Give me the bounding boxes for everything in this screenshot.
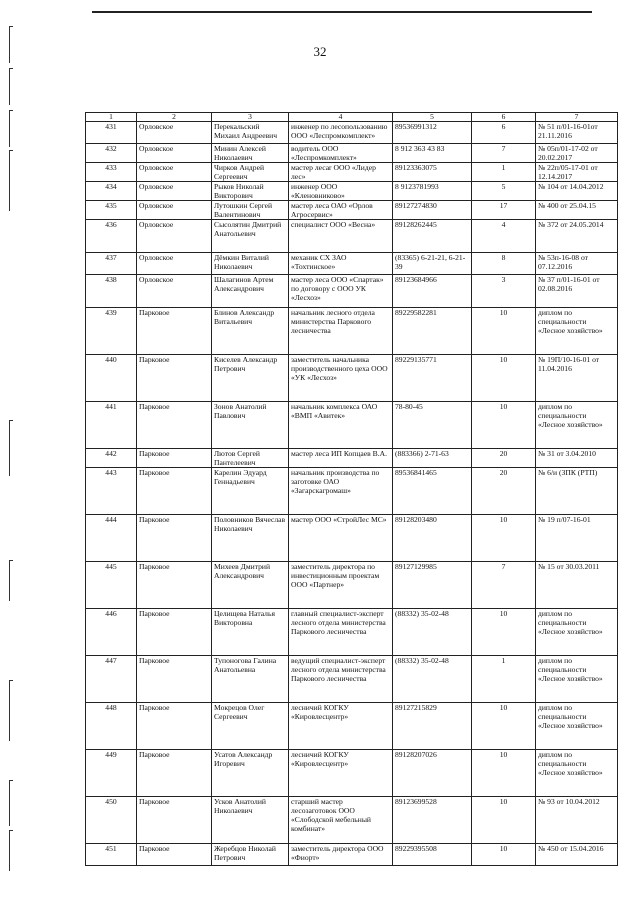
cell-experience: 5 (472, 182, 536, 201)
cell-position: главный специалист-эксперт лесного отдела министерства Паркового лесничества (289, 609, 393, 656)
cell-number: 434 (86, 182, 137, 201)
cell-district: Парковое (137, 468, 212, 515)
cell-name: Усков Анатолий Николаевич (212, 797, 289, 844)
cell-experience: 10 (472, 515, 536, 562)
table-row (86, 609, 618, 656)
cell-name: Лютов Сергей Пантелеевич (212, 449, 289, 468)
cell-position: начальник лесного отдела министерства Паркового лесничества (289, 308, 393, 355)
table-row (86, 797, 618, 844)
cell-phone: 89123363075 (393, 163, 472, 182)
column-header: 5 (393, 113, 472, 122)
cell-phone: 89127274830 (393, 201, 472, 220)
table-row (86, 308, 618, 355)
cell-phone: 89536991312 (393, 122, 472, 144)
cell-phone: 89123699528 (393, 797, 472, 844)
table-row (86, 449, 618, 468)
table-row (86, 220, 618, 253)
cell-position: механик СХ ЗАО «Тохтинское» (289, 253, 393, 275)
cell-name: Перекальский Михаил Андреевич (212, 122, 289, 144)
cell-district: Парковое (137, 656, 212, 703)
cell-document: № 51 п/01-16-01от 21.11.2016 (536, 122, 618, 144)
cell-name: Лутошкин Сергей Валентинович (212, 201, 289, 220)
cell-position: лесничий КОГКУ «Кировлесцентр» (289, 750, 393, 797)
cell-document: диплом по специальности «Лесное хозяйство» (536, 402, 618, 449)
cell-district: Парковое (137, 402, 212, 449)
cell-experience: 10 (472, 750, 536, 797)
table-row (86, 750, 618, 797)
cell-number: 440 (86, 355, 137, 402)
cell-experience: 1 (472, 656, 536, 703)
cell-name: Минин Алексей Николаевич (212, 144, 289, 163)
cell-number: 439 (86, 308, 137, 355)
cell-number: 450 (86, 797, 137, 844)
cell-district: Парковое (137, 609, 212, 656)
cell-district: Парковое (137, 308, 212, 355)
cell-phone: 89128203480 (393, 515, 472, 562)
cell-position: ведущий специалист-эксперт лесного отдела министерства Паркового лесничества (289, 656, 393, 703)
cell-name: Мокрецов Олег Сергеевич (212, 703, 289, 750)
cell-experience: 10 (472, 308, 536, 355)
registry-table (85, 112, 618, 866)
cell-number: 449 (86, 750, 137, 797)
cell-experience: 1 (472, 163, 536, 182)
cell-document: диплом по специальности «Лесное хозяйство» (536, 308, 618, 355)
cell-phone: 89123684966 (393, 275, 472, 308)
cell-experience: 10 (472, 402, 536, 449)
cell-document: № 53п-16-08 от 07.12.2016 (536, 253, 618, 275)
cell-position: мастер лесаr ООО «Лидер лес» (289, 163, 393, 182)
cell-district: Парковое (137, 449, 212, 468)
cell-position: специалист ООО «Весна» (289, 220, 393, 253)
column-header: 1 (86, 113, 137, 122)
table-row (86, 703, 618, 750)
cell-phone: 89229395508 (393, 844, 472, 866)
cell-document: № 372 от 24.05.2014 (536, 220, 618, 253)
table-row (86, 402, 618, 449)
cell-document: № 37 п/01-16-01 от 02.08.2016 (536, 275, 618, 308)
cell-number: 432 (86, 144, 137, 163)
cell-document: диплом по специальности «Лесное хозяйство» (536, 703, 618, 750)
cell-position: старший мастер лесозаготовок ООО «Слободской мебельный комбинат» (289, 797, 393, 844)
cell-document: № 104 от 14.04.2012 (536, 182, 618, 201)
table-header-row (86, 113, 618, 122)
cell-number: 437 (86, 253, 137, 275)
cell-district: Парковое (137, 515, 212, 562)
cell-district: Орловское (137, 182, 212, 201)
table-row (86, 656, 618, 703)
cell-position: мастер ООО «СтройЛес МС» (289, 515, 393, 562)
cell-district: Парковое (137, 797, 212, 844)
table-row (86, 355, 618, 402)
cell-position: лесничий КОГКУ «Кировлесцентр» (289, 703, 393, 750)
cell-phone: (88332) 35-02-48 (393, 656, 472, 703)
cell-experience: 10 (472, 844, 536, 866)
cell-experience: 17 (472, 201, 536, 220)
cell-document: № 31 от 3.04.2010 (536, 449, 618, 468)
cell-phone: (83365) 6-21-21, 6-21-39 (393, 253, 472, 275)
cell-document: № 15 от 30.03.2011 (536, 562, 618, 609)
binding-marks (0, 0, 20, 905)
cell-number: 442 (86, 449, 137, 468)
column-header: 7 (536, 113, 618, 122)
cell-phone: 89536841465 (393, 468, 472, 515)
cell-document: № 22п/05-17-01 от 12.14.2017 (536, 163, 618, 182)
cell-document: № 400 от 25.04.15 (536, 201, 618, 220)
cell-position: заместитель начальника производственного цеха ООО «УК «Лесхоз» (289, 355, 393, 402)
cell-position: инженер ООО «Кленовниково» (289, 182, 393, 201)
cell-name: Чирков Андрей Сергеевич (212, 163, 289, 182)
cell-phone: 89128262445 (393, 220, 472, 253)
column-header: 4 (289, 113, 393, 122)
cell-experience: 8 (472, 253, 536, 275)
cell-number: 446 (86, 609, 137, 656)
cell-phone: 8 9123781993 (393, 182, 472, 201)
cell-number: 436 (86, 220, 137, 253)
cell-position: заместитель директора ООО «Фиорт» (289, 844, 393, 866)
cell-district: Орловское (137, 275, 212, 308)
table-row (86, 253, 618, 275)
cell-name: Шалагинов Артем Александрович (212, 275, 289, 308)
cell-experience: 7 (472, 562, 536, 609)
cell-phone: (88332) 35-02-48 (393, 609, 472, 656)
cell-district: Парковое (137, 750, 212, 797)
cell-number: 451 (86, 844, 137, 866)
cell-phone: 89229582281 (393, 308, 472, 355)
cell-experience: 10 (472, 355, 536, 402)
cell-name: Блинов Александр Витальевич (212, 308, 289, 355)
cell-number: 431 (86, 122, 137, 144)
cell-name: Дёмкин Виталий Николаевич (212, 253, 289, 275)
cell-experience: 10 (472, 609, 536, 656)
cell-name: Зонов Анатолий Павлович (212, 402, 289, 449)
cell-experience: 20 (472, 468, 536, 515)
table-row (86, 122, 618, 144)
cell-position: инженер по лесопользованию ООО «Леспромкомплект» (289, 122, 393, 144)
table-row (86, 515, 618, 562)
page-number: 32 (313, 44, 327, 59)
cell-document: № 19 п/07-16-01 (536, 515, 618, 562)
table-body (86, 122, 618, 866)
cell-phone: 8 912 363 43 83 (393, 144, 472, 163)
top-rule (92, 11, 592, 13)
cell-number: 447 (86, 656, 137, 703)
cell-phone: 89127129985 (393, 562, 472, 609)
cell-district: Парковое (137, 562, 212, 609)
cell-position: заместитель директора по инвестиционным проектам ООО «Партнер» (289, 562, 393, 609)
cell-experience: 7 (472, 144, 536, 163)
table-row (86, 844, 618, 866)
cell-position: мастер леса ООО «Спартак» по договору с ООО УК «Лесхоз» (289, 275, 393, 308)
cell-position: водитель ООО «Леспромкомплект» (289, 144, 393, 163)
table-row (86, 562, 618, 609)
cell-position: начальник производства по заготовке ОАО «Загарскагромаш» (289, 468, 393, 515)
table-row (86, 201, 618, 220)
cell-position: начальник комплекса ОАО «ВМП «Авитек» (289, 402, 393, 449)
cell-document: № 19П/10-16-01 от 11.04.2016 (536, 355, 618, 402)
cell-number: 445 (86, 562, 137, 609)
cell-district: Парковое (137, 355, 212, 402)
cell-experience: 3 (472, 275, 536, 308)
cell-phone: 89128207026 (393, 750, 472, 797)
cell-district: Орловское (137, 201, 212, 220)
cell-document: № 6/и (ЗПК (РТП) (536, 468, 618, 515)
cell-district: Орловское (137, 253, 212, 275)
cell-experience: 10 (472, 703, 536, 750)
cell-experience: 10 (472, 797, 536, 844)
cell-district: Орловское (137, 163, 212, 182)
cell-position: мастер леса ИП Копцаев В.А. (289, 449, 393, 468)
cell-number: 441 (86, 402, 137, 449)
cell-name: Половников Вячеслав Николаевич (212, 515, 289, 562)
cell-document: диплом по специальности «Лесное хозяйство» (536, 609, 618, 656)
cell-district: Парковое (137, 844, 212, 866)
cell-document: № 93 от 10.04.2012 (536, 797, 618, 844)
cell-position: мастер леса ОАО «Орлов Агросервис» (289, 201, 393, 220)
cell-name: Целищева Наталья Викторовна (212, 609, 289, 656)
cell-number: 448 (86, 703, 137, 750)
cell-experience: 20 (472, 449, 536, 468)
cell-experience: 6 (472, 122, 536, 144)
cell-phone: 89127215829 (393, 703, 472, 750)
cell-name: Карелин Эдуард Геннадьевич (212, 468, 289, 515)
cell-phone: 89229135771 (393, 355, 472, 402)
cell-district: Орловское (137, 144, 212, 163)
cell-number: 443 (86, 468, 137, 515)
cell-district: Орловское (137, 122, 212, 144)
table-row (86, 182, 618, 201)
cell-number: 433 (86, 163, 137, 182)
cell-name: Жеребцов Николай Петрович (212, 844, 289, 866)
cell-district: Орловское (137, 220, 212, 253)
cell-name: Тупоногова Галина Анатольевна (212, 656, 289, 703)
cell-name: Рыков Николай Викторович (212, 182, 289, 201)
cell-document: № 450 от 15.04.2016 (536, 844, 618, 866)
cell-number: 444 (86, 515, 137, 562)
cell-document: № 05п/01-17-02 от 20.02.2017 (536, 144, 618, 163)
cell-phone: 78-80-45 (393, 402, 472, 449)
table-row (86, 163, 618, 182)
column-header: 6 (472, 113, 536, 122)
cell-phone: (883366) 2-71-63 (393, 449, 472, 468)
cell-name: Михеев Дмитрий Александрович (212, 562, 289, 609)
column-header: 2 (137, 113, 212, 122)
column-header: 3 (212, 113, 289, 122)
cell-number: 438 (86, 275, 137, 308)
cell-name: Сысолятин Дмитрий Анатольевич (212, 220, 289, 253)
cell-document: диплом по специальности «Лесное хозяйство» (536, 656, 618, 703)
cell-name: Киселев Александр Петрович (212, 355, 289, 402)
cell-document: диплом по специальности «Лесное хозяйство» (536, 750, 618, 797)
cell-district: Парковое (137, 703, 212, 750)
cell-number: 435 (86, 201, 137, 220)
table-row (86, 144, 618, 163)
table-row (86, 468, 618, 515)
cell-experience: 4 (472, 220, 536, 253)
table-row (86, 275, 618, 308)
cell-name: Усатов Александр Игоревич (212, 750, 289, 797)
